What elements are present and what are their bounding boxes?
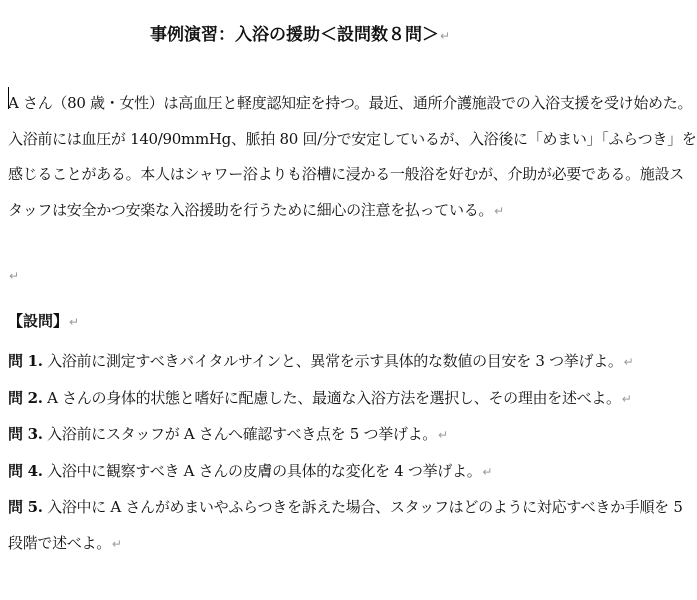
question-item-5-continuation[interactable]: [8, 526, 596, 563]
question-text: 入浴前にスタッフが A さんへ確認すべき点を 5 つ挙げよ。: [42, 425, 438, 443]
paragraph-mark-icon: ↵: [438, 428, 448, 442]
empty-paragraph[interactable]: [8, 263, 19, 288]
paragraph-mark-icon: ↵: [494, 203, 504, 218]
question-text: 段階で述べよ。: [8, 533, 111, 552]
question-text: 入浴中に観察すべき A さんの皮膚の具体的な変化を 4 つ挙げよ。: [42, 461, 482, 480]
question-text: 入浴前に測定すべきバイタルサインと、異常を示す具体的な数値の目安を 3 つ挙げよ。: [42, 352, 623, 370]
case-line-3: 感じることがある。本人はシャワー浴よりも浴槽に浸かる一般浴を好むが、介助が必要である。施設ス: [8, 165, 684, 183]
case-line-4: [8, 193, 596, 230]
question-item-1[interactable]: [8, 344, 634, 381]
case-line-4-text: タッフは安全かつ安楽な入浴援助を行うために細心の注意を払っている。: [8, 200, 494, 219]
paragraph-mark-icon: ↵: [111, 536, 122, 551]
paragraph-mark-icon: ↵: [439, 29, 451, 43]
paragraph-mark-icon: ↵: [9, 269, 20, 283]
title-text: 事例演習：入浴の援助＜設問数８問＞: [149, 25, 439, 45]
paragraph-mark-icon: ↵: [623, 355, 634, 369]
questions-heading-text: 【設問】: [8, 312, 69, 330]
case-line-1: A さん（80 歳・女性）は高血圧と軽度認知症を持つ。最近、通所介護施設での入浴支援を受け始めた。: [8, 94, 693, 112]
paragraph-mark-icon: ↵: [621, 391, 632, 406]
question-item-5[interactable]: [8, 490, 683, 526]
question-text: A さんの身体的状態と嗜好に配慮した、最適な入浴方法を選択し、その理由を述べよ。: [42, 388, 621, 407]
question-item-2[interactable]: [8, 381, 632, 418]
document-title: [0, 22, 600, 49]
question-number: 問 3.: [8, 425, 43, 443]
question-number: 問 5.: [8, 498, 43, 516]
paragraph-mark-icon: ↵: [482, 464, 493, 479]
case-paragraph[interactable]: [8, 86, 697, 229]
paragraph-mark-icon: ↵: [69, 315, 80, 329]
question-text: 入浴中に A さんがめまいやふらつきを訴えた場合、スタッフはどのように対応すべきか手順を 5: [42, 498, 683, 516]
question-number: 問 4.: [8, 461, 43, 480]
question-number: 問 1.: [8, 352, 43, 370]
question-list: [8, 344, 683, 562]
question-item-4[interactable]: [8, 454, 596, 491]
case-line-2: 入浴前には血圧が 140/90mmHg、脈拍 80 回/分で安定しているが、入浴後に「めまい」「ふらつき」を: [8, 129, 697, 148]
questions-heading: [8, 308, 79, 335]
question-item-3[interactable]: [8, 417, 596, 454]
question-number: 問 2.: [8, 388, 43, 407]
